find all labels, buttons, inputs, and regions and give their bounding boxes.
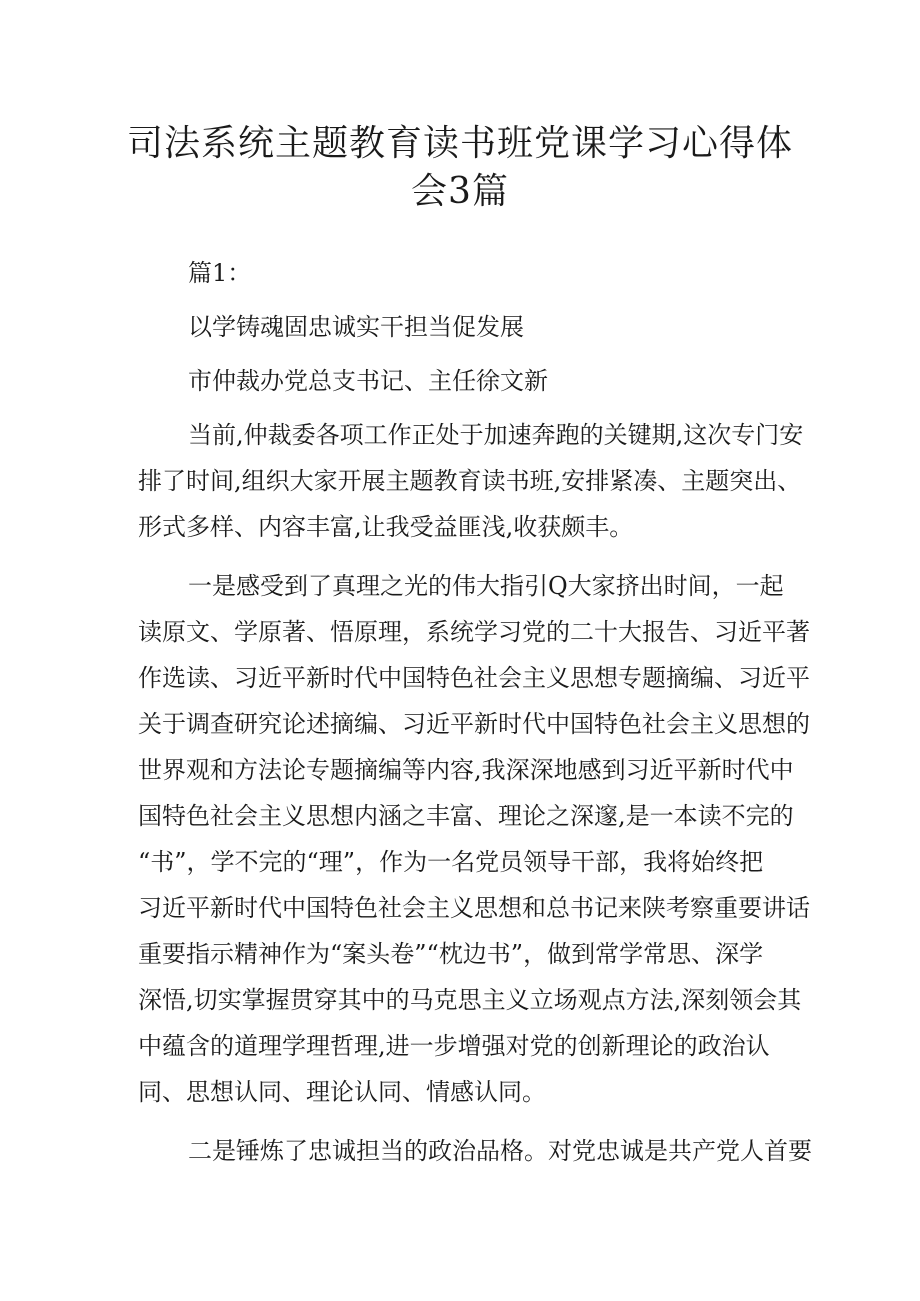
para2-line: 关于调查研究论述摘编、习近平新时代中国特色社会主义思想的 xyxy=(138,710,810,738)
para1-line: 形式多样、内容丰富,让我受益匪浅,收获颇丰。 xyxy=(138,513,634,541)
para2-line: 世界观和方法论专题摘编等内容,我深深地感到习近平新时代中 xyxy=(138,756,794,784)
para2-line: 一是感受到了真理之光的伟大指引Q大家挤出时间，一起 xyxy=(188,572,784,600)
para2-line: 习近平新时代中国特色社会主义思想和总书记来陕考察重要讲话 xyxy=(138,894,810,922)
para1-line: 排了时间,组织大家开展主题教育读书班,安排紧凑、主题突出、 xyxy=(138,467,802,495)
para1-line: 当前,仲裁委各项工作正处于加速奔跑的关键期,这次专门安 xyxy=(188,421,804,449)
para2-line: 国特色社会主义思想内涵之丰富、理论之深邃,是一本读不完的 xyxy=(138,802,794,830)
article-subtitle: 以学铸魂固忠诚实干担当促发展 xyxy=(188,313,524,341)
para2-line: “书”，学不完的“理”，作为一名党员领导干部，我将始终把 xyxy=(138,848,764,876)
author-line: 市仲裁办党总支书记、主任徐文新 xyxy=(188,367,548,395)
para2-line: 重要指示精神作为“案头卷”“枕边书”，做到常学常思、深学 xyxy=(138,940,764,968)
para2-line: 作选读、习近平新时代中国特色社会主义思想专题摘编、习近平 xyxy=(138,664,810,692)
title-line-1: 司法系统主题教育读书班党课学习心得体 xyxy=(126,123,793,164)
section-heading: 篇1： xyxy=(188,259,252,287)
para3-line: 二是锤炼了忠诚担当的政治品格。对党忠诚是共产党人首要 xyxy=(188,1137,812,1165)
para2-line: 读原文、学原著、悟原理，系统学习党的二十大报告、习近平著 xyxy=(138,618,810,646)
para2-line: 同、思想认同、理论认同、情感认同。 xyxy=(138,1078,546,1106)
document-title xyxy=(120,120,800,216)
para2-line: 深悟,切实掌握贯穿其中的马克思主义立场观点方法,深刻领会其 xyxy=(138,986,802,1014)
para2-line: 中蕴含的道理学理哲理,进一步增强对党的创新理论的政治认 xyxy=(138,1032,770,1060)
title-line-2: 会3篇 xyxy=(411,171,509,212)
